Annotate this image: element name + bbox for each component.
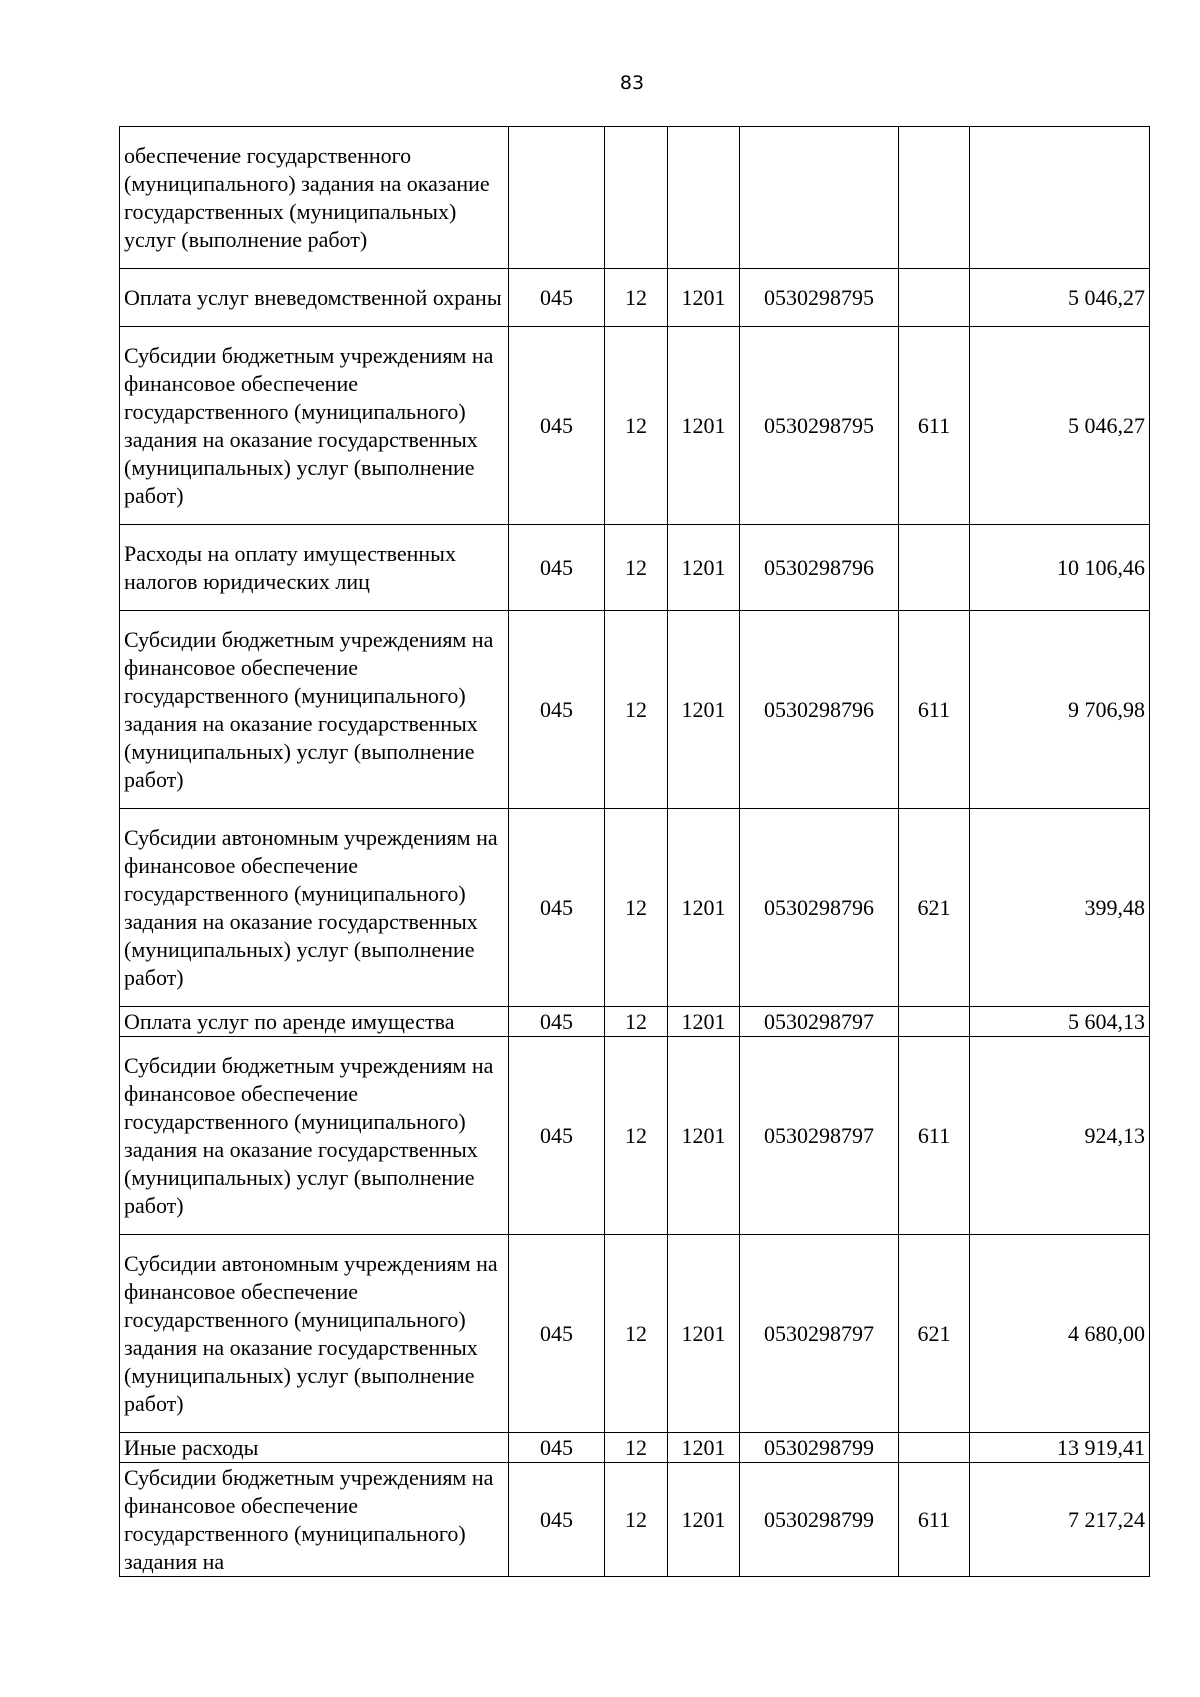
row-subsection: 1201	[668, 1007, 740, 1037]
table-row	[120, 269, 1150, 327]
row-name: Субсидии автономным учреждениям на финансовое обеспечение государственного (муниципального) задания на оказание государственных (муниципальных) услуг (выполнение работ)	[120, 1235, 509, 1433]
row-section: 12	[605, 269, 668, 327]
row-grbs: 045	[509, 1007, 605, 1037]
row-subsection: 1201	[668, 809, 740, 1007]
row-amount: 13 919,41	[970, 1433, 1150, 1463]
row-amount: 399,48	[970, 809, 1150, 1007]
row-subsection: 1201	[668, 525, 740, 611]
row-kvr	[899, 525, 970, 611]
row-name: Иные расходы	[120, 1433, 509, 1463]
row-target-code: 0530298796	[740, 611, 899, 809]
row-target-code	[740, 127, 899, 269]
row-kvr: 611	[899, 1037, 970, 1235]
row-section: 12	[605, 809, 668, 1007]
row-kvr	[899, 1433, 970, 1463]
table-row	[120, 1463, 1150, 1577]
row-subsection: 1201	[668, 1463, 740, 1577]
row-target-code: 0530298796	[740, 809, 899, 1007]
row-subsection: 1201	[668, 611, 740, 809]
row-target-code: 0530298795	[740, 327, 899, 525]
row-subsection: 1201	[668, 1037, 740, 1235]
table-row	[120, 809, 1150, 1007]
table-row	[120, 127, 1150, 269]
row-amount: 4 680,00	[970, 1235, 1150, 1433]
row-grbs: 045	[509, 1037, 605, 1235]
row-kvr	[899, 127, 970, 269]
row-amount	[970, 127, 1150, 269]
row-grbs: 045	[509, 1433, 605, 1463]
row-grbs: 045	[509, 809, 605, 1007]
table-row	[120, 525, 1150, 611]
row-name: Субсидии бюджетным учреждениям на финансовое обеспечение государственного (муниципального) задания на оказание государственных (муниципальных) услуг (выполнение работ)	[120, 1037, 509, 1235]
row-name: Субсидии бюджетным учреждениям на финансовое обеспечение государственного (муниципального) задания на оказание государственных (муниципальных) услуг (выполнение работ)	[120, 327, 509, 525]
row-amount: 924,13	[970, 1037, 1150, 1235]
row-kvr: 621	[899, 809, 970, 1007]
row-name: Оплата услуг вневедомственной охраны	[120, 269, 509, 327]
row-section: 12	[605, 525, 668, 611]
row-subsection: 1201	[668, 1235, 740, 1433]
row-kvr	[899, 269, 970, 327]
table-row	[120, 611, 1150, 809]
row-name: Субсидии бюджетным учреждениям на финансовое обеспечение государственного (муниципального) задания на оказание государственных (муниципальных) услуг (выполнение работ)	[120, 611, 509, 809]
row-subsection	[668, 127, 740, 269]
row-section: 12	[605, 1463, 668, 1577]
row-target-code: 0530298795	[740, 269, 899, 327]
row-section	[605, 127, 668, 269]
row-kvr: 611	[899, 1463, 970, 1577]
row-amount: 10 106,46	[970, 525, 1150, 611]
table-row	[120, 1037, 1150, 1235]
table-row	[120, 327, 1150, 525]
row-grbs: 045	[509, 269, 605, 327]
row-amount: 7 217,24	[970, 1463, 1150, 1577]
table-row	[120, 1007, 1150, 1037]
row-subsection: 1201	[668, 269, 740, 327]
row-target-code: 0530298799	[740, 1433, 899, 1463]
row-target-code: 0530298797	[740, 1235, 899, 1433]
row-subsection: 1201	[668, 1433, 740, 1463]
table-row	[120, 1235, 1150, 1433]
row-name: Субсидии бюджетным учреждениям на финансовое обеспечение государственного (муниципального) задания на	[120, 1463, 509, 1577]
row-name: Расходы на оплату имущественных налогов юридических лиц	[120, 525, 509, 611]
row-grbs: 045	[509, 1463, 605, 1577]
row-target-code: 0530298797	[740, 1037, 899, 1235]
row-target-code: 0530298796	[740, 525, 899, 611]
row-section: 12	[605, 1433, 668, 1463]
row-section: 12	[605, 1037, 668, 1235]
row-amount: 5 046,27	[970, 327, 1150, 525]
row-name: обеспечение государственного (муниципального) задания на оказание государственных (муниципальных) услуг (выполнение работ)	[120, 127, 509, 269]
row-grbs: 045	[509, 525, 605, 611]
row-amount: 5 604,13	[970, 1007, 1150, 1037]
row-amount: 9 706,98	[970, 611, 1150, 809]
row-grbs: 045	[509, 611, 605, 809]
row-section: 12	[605, 611, 668, 809]
row-grbs	[509, 127, 605, 269]
row-target-code: 0530298797	[740, 1007, 899, 1037]
row-kvr	[899, 1007, 970, 1037]
row-name: Оплата услуг по аренде имущества	[120, 1007, 509, 1037]
row-section: 12	[605, 1235, 668, 1433]
row-kvr: 611	[899, 611, 970, 809]
row-target-code: 0530298799	[740, 1463, 899, 1577]
page-number: 83	[619, 72, 645, 94]
row-kvr: 611	[899, 327, 970, 525]
budget-table	[119, 126, 1150, 1577]
row-grbs: 045	[509, 1235, 605, 1433]
row-section: 12	[605, 327, 668, 525]
row-amount: 5 046,27	[970, 269, 1150, 327]
row-section: 12	[605, 1007, 668, 1037]
table-row	[120, 1433, 1150, 1463]
row-name: Субсидии автономным учреждениям на финансовое обеспечение государственного (муниципального) задания на оказание государственных (муниципальных) услуг (выполнение работ)	[120, 809, 509, 1007]
row-subsection: 1201	[668, 327, 740, 525]
row-grbs: 045	[509, 327, 605, 525]
row-kvr: 621	[899, 1235, 970, 1433]
